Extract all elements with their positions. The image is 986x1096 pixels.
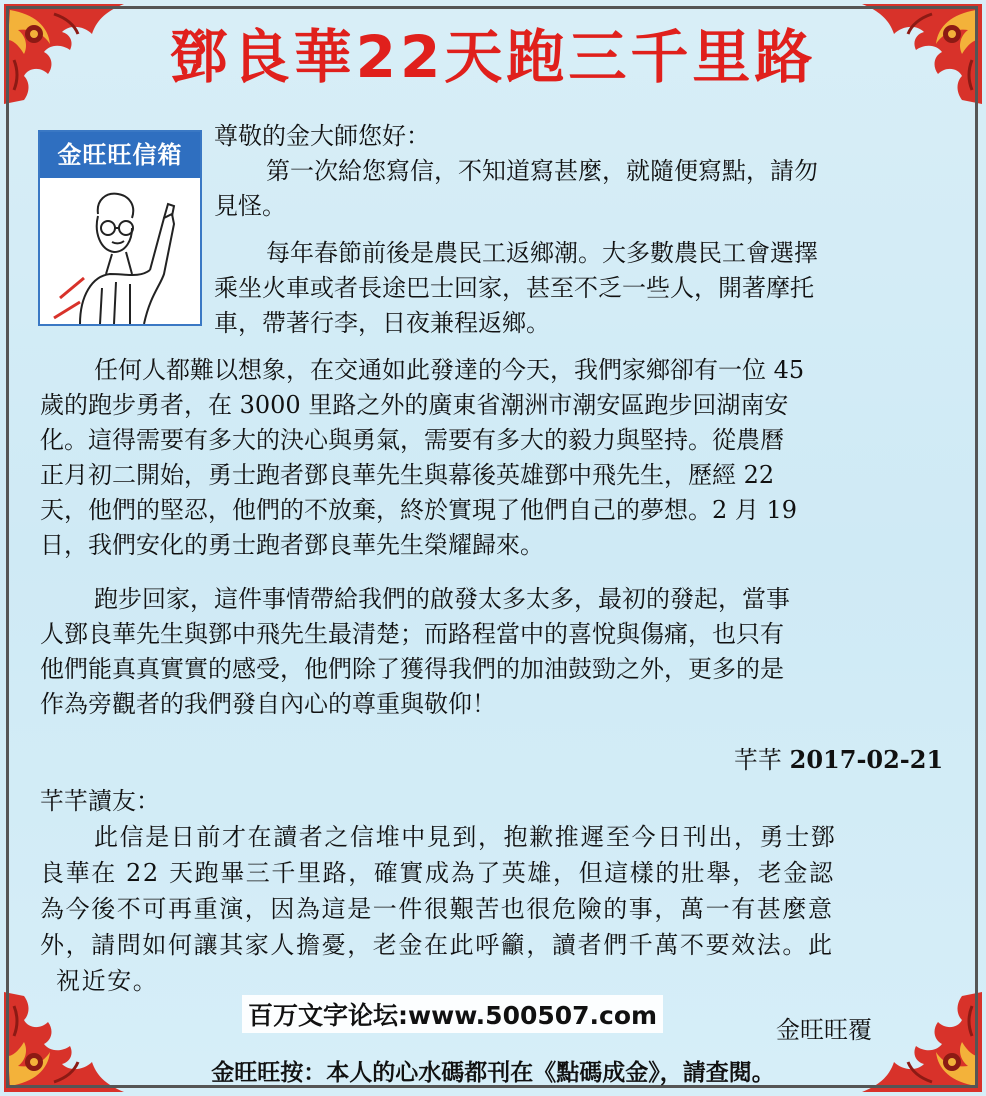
letter-line: 正月初二開始，勇士跑者鄧良華先生與幕後英雄鄧中飛先生，歷經 22 bbox=[40, 461, 775, 489]
letter-line: 見怪。 bbox=[214, 192, 286, 220]
letter-line: 乘坐火車或者長途巴士回家，甚至不乏一些人，開著摩托 bbox=[214, 274, 814, 302]
reply-line: 此信是日前才在讀者之信堆中見到，抱歉推遲至今日刊出，勇士鄧 bbox=[94, 823, 837, 851]
letter-line: 第一次給您寫信，不知道寫甚麼，就隨便寫點，請勿 bbox=[266, 157, 818, 185]
letter-signature-line bbox=[734, 744, 943, 776]
reply-line: 外，請問如何讓其家人擔憂，老金在此呼籲，讀者們千萬不要效法。此 bbox=[40, 931, 834, 959]
letter-line: 人鄧良華先生與鄧中飛先生最清楚；而路程當中的喜悅與傷痛，也只有 bbox=[40, 620, 784, 648]
reply-line: 祝近安。 bbox=[56, 967, 159, 995]
letter-date: 2017-02-21 bbox=[789, 745, 944, 774]
letter-line: 車，帶著行李，日夜兼程返鄉。 bbox=[214, 309, 550, 337]
column-logo bbox=[38, 130, 202, 326]
reply-signature: 金旺旺覆 bbox=[776, 1016, 872, 1044]
letter-line: 天，他們的堅忍，他們的不放棄，終於實現了他們自己的夢想。2 月 19 bbox=[40, 496, 798, 524]
letter-line: 作為旁觀者的我們發自內心的尊重與敬仰！ bbox=[40, 690, 496, 718]
letter-line: 歲的跑步勇者，在 3000 里路之外的廣東省潮洲市潮安區跑步回湖南安 bbox=[40, 391, 789, 419]
reply-greeting: 芊芊讀友： bbox=[40, 787, 160, 815]
column-logo-label: 金旺旺信箱 bbox=[40, 132, 200, 178]
letter-greeting: 尊敬的金大師您好： bbox=[214, 122, 430, 150]
reply-line: 為今後不可再重演，因為這是一件很艱苦也很危險的事，萬一有甚麼意 bbox=[40, 895, 834, 923]
letter-line: 每年春節前後是農民工返鄉潮。大多數農民工會選擇 bbox=[266, 239, 818, 267]
page-title: 鄧良華22天跑三千里路 bbox=[169, 23, 817, 91]
reply-line: 良華在 22 天跑畢三千里路，確實成為了英雄，但這樣的壯舉，老金認 bbox=[40, 859, 835, 887]
footer-note: 金旺旺按：本人的心水碼都刊在《點碼成金》，請查閱。 bbox=[211, 1060, 775, 1086]
letter-line: 日，我們安化的勇士跑者鄧良華先生榮耀歸來。 bbox=[40, 531, 544, 559]
letter-line: 他們能真真實實的感受，他們除了獲得我們的加油鼓勁之外，更多的是 bbox=[40, 655, 784, 683]
letter-line: 任何人都難以想象，在交通如此發達的今天，我們家鄉卻有一位 45 bbox=[94, 356, 805, 384]
watermark-link[interactable]: 百万文字论坛:www.500507.com bbox=[242, 995, 663, 1033]
letter-line: 跑步回家，這件事情帶給我們的啟發太多太多，最初的發起，當事 bbox=[94, 585, 790, 613]
letter-line: 化。這得需要有多大的決心與勇氣，需要有多大的毅力與堅持。從農曆 bbox=[40, 426, 784, 454]
letter-signature: 芊芊 bbox=[734, 746, 782, 774]
writer-portrait-icon bbox=[40, 178, 200, 324]
